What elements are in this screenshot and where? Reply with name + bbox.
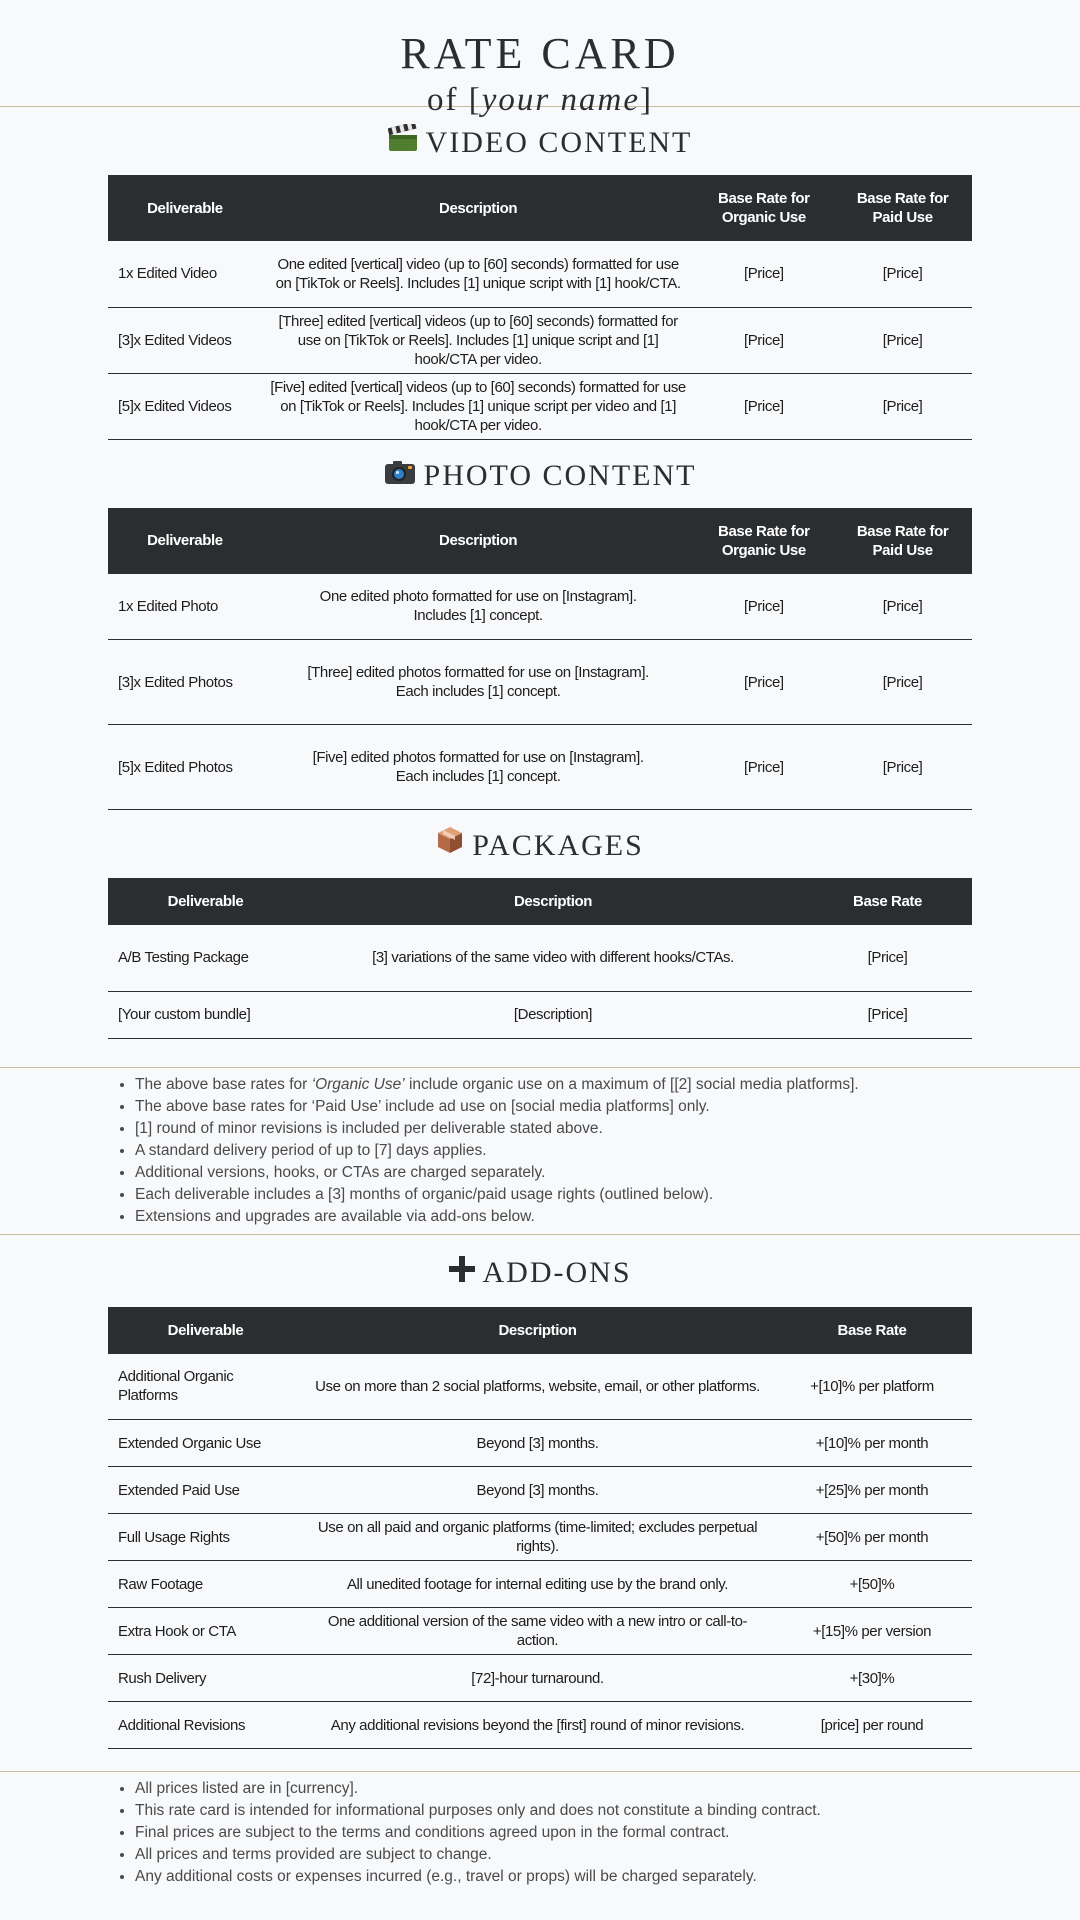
deliverable-cell: Raw Footage (108, 1561, 303, 1608)
camera-icon (384, 442, 416, 510)
list-item: • Any additional costs or expenses incurred (e.g., travel or props) will be charged separately. (135, 1866, 1080, 1888)
description-cell: Use on all paid and organic platforms (time-limited; excludes perpetual rights). (303, 1514, 772, 1561)
column-header: Base Rate (772, 1307, 972, 1354)
paid-price-cell: [Price] (833, 574, 972, 640)
packages-table (108, 878, 972, 1039)
deliverable-cell: [5]x Edited Videos (108, 373, 262, 439)
video-content-table (108, 175, 972, 440)
note-text: Additional versions, hooks, or CTAs are charged separately. (135, 1163, 546, 1181)
rate-cell: +[25]% per month (772, 1467, 972, 1514)
terms-notes-list (0, 1068, 1080, 1234)
table-row (108, 991, 972, 1038)
page-title: RATE CARD (400, 29, 680, 78)
column-header: Base Rate for Organic Use (694, 175, 833, 241)
table-row (108, 640, 972, 725)
column-header: Description (262, 175, 695, 241)
column-header: Deliverable (108, 1307, 303, 1354)
paid-price-cell: [Price] (833, 307, 972, 373)
note-text: Each deliverable includes a [3] months of organic/paid usage rights (outlined below). (135, 1185, 714, 1203)
deliverable-cell: Extended Organic Use (108, 1420, 303, 1467)
section-title: PACKAGES (472, 829, 644, 863)
description-line: [Three] edited photos formatted for use on [Instagram]. (307, 664, 649, 681)
list-item: • All prices listed are in [currency]. (135, 1778, 1080, 1800)
description-cell: [3] variations of the same video with different hooks/CTAs. (303, 925, 803, 991)
section-title: PHOTO CONTENT (423, 458, 697, 492)
column-header: Description (303, 878, 803, 925)
table-row (108, 574, 972, 640)
organic-price-cell: [Price] (694, 574, 833, 640)
description-cell: Beyond [3] months. (303, 1420, 772, 1467)
disclaimer-notes-list (0, 1772, 1080, 1894)
subtitle-name: your name (481, 82, 640, 118)
subtitle-prefix: of [ (427, 82, 482, 118)
description-cell: [72]-hour turnaround. (303, 1655, 772, 1702)
addons-table (108, 1307, 972, 1750)
column-header: Base Rate for Paid Use (833, 508, 972, 574)
column-header: Base Rate (803, 878, 972, 925)
list-item: • All prices and terms provided are subject to change. (135, 1844, 1080, 1866)
description-line: One edited photo formatted for use on [Instagram]. (319, 588, 637, 606)
deliverable-cell: [Your custom bundle] (108, 991, 303, 1038)
note-text: The above base rates for ‘Paid Use’ include ad use on [social media platforms] only. (135, 1097, 710, 1115)
table-row (108, 307, 972, 373)
rate-cell: [Price] (803, 925, 972, 991)
deliverable-cell: Additional Organic Platforms (108, 1354, 303, 1420)
section-title: VIDEO CONTENT (425, 126, 693, 160)
list-item (135, 1206, 1080, 1228)
subtitle-suffix: ] (639, 82, 653, 118)
deliverable-cell: [3]x Edited Photos (108, 640, 262, 725)
deliverable-cell: 1x Edited Video (108, 241, 262, 307)
list-item (135, 1140, 1080, 1162)
table-header-row (108, 175, 972, 241)
list-item (135, 1184, 1080, 1206)
rate-cell: +[15]% per version (772, 1608, 972, 1655)
list-item (135, 1074, 1080, 1096)
table-row (108, 1354, 972, 1420)
column-header: Base Rate for Organic Use (694, 508, 833, 574)
table-row (108, 925, 972, 991)
rate-card-header (0, 0, 1080, 118)
column-header: Deliverable (108, 878, 303, 925)
description-cell: Any additional revisions beyond the [first] round of minor revisions. (303, 1702, 772, 1749)
organic-price-cell: [Price] (694, 307, 833, 373)
deliverable-cell: Full Usage Rights (108, 1514, 303, 1561)
column-header: Description (262, 508, 695, 574)
list-item: • Final prices are subject to the terms and conditions agreed upon in the formal contract. (135, 1822, 1080, 1844)
paid-price-cell: [Price] (833, 241, 972, 307)
rate-cell: +[50]% (772, 1561, 972, 1608)
rate-cell: [Price] (803, 991, 972, 1038)
table-header-row (108, 878, 972, 925)
table-row (108, 241, 972, 307)
description-line: [Five] edited photos formatted for use on [Instagram]. (312, 749, 644, 766)
description-cell: All unedited footage for internal editing use by the brand only. (303, 1561, 772, 1608)
description-cell: One edited [vertical] video (up to [60] seconds) formatted for use on [TikTok or Reels]. Includes [1] unique script with [1] hook/CTA. (262, 241, 695, 307)
list-item: • This rate card is intended for informational purposes only and does not constitute a binding contract. (135, 1800, 1080, 1822)
paid-price-cell: [Price] (833, 725, 972, 810)
description-cell (262, 640, 695, 725)
description-line: Each includes [1] concept. (395, 683, 561, 700)
organic-price-cell: [Price] (694, 725, 833, 810)
table-row (108, 1420, 972, 1467)
column-header: Description (303, 1307, 772, 1354)
note-text: The above base rates for (135, 1075, 312, 1093)
paid-price-cell: [Price] (833, 640, 972, 725)
organic-price-cell: [Price] (694, 640, 833, 725)
column-header: Base Rate for Paid Use (833, 175, 972, 241)
table-row (108, 373, 972, 439)
table-row (108, 1467, 972, 1514)
list-item (135, 1118, 1080, 1140)
table-row (108, 1608, 972, 1655)
package-icon (436, 812, 464, 880)
deliverable-cell: [5]x Edited Photos (108, 725, 262, 810)
note-text: include organic use on a maximum of [[2] social media platforms]. (404, 1075, 859, 1093)
table-row (108, 1655, 972, 1702)
plus-icon (449, 1237, 475, 1309)
section-heading-packages (0, 810, 1080, 878)
list-item (135, 1162, 1080, 1184)
deliverable-cell: Additional Revisions (108, 1702, 303, 1749)
deliverable-cell: Rush Delivery (108, 1655, 303, 1702)
organic-price-cell: [Price] (694, 373, 833, 439)
photo-content-table (108, 508, 972, 811)
table-header-row (108, 1307, 972, 1354)
table-row (108, 1561, 972, 1608)
column-header: Deliverable (108, 175, 262, 241)
note-text: A standard delivery period of up to [7] days applies. (135, 1141, 487, 1159)
section-heading-video (0, 107, 1080, 175)
rate-cell: +[30]% (772, 1655, 972, 1702)
rate-cell: +[10]% per platform (772, 1354, 972, 1420)
description-line: Includes [1] concept. (413, 607, 543, 625)
note-emphasis: ‘Organic Use’ (311, 1075, 405, 1093)
section-heading-addons (0, 1235, 1080, 1307)
description-cell: Use on more than 2 social platforms, website, email, or other platforms. (303, 1354, 772, 1420)
description-cell: One additional version of the same video with a new intro or call-to-action. (303, 1608, 772, 1655)
description-cell: [Five] edited [vertical] videos (up to [60] seconds) formatted for use on [TikTok or Reels]. Includes [1] unique script per video and [1] hook/CTA per video. (262, 373, 695, 439)
table-row (108, 725, 972, 810)
table-row (108, 1702, 972, 1749)
rate-cell: +[50]% per month (772, 1514, 972, 1561)
description-cell (262, 725, 695, 810)
description-cell: [Three] edited [vertical] videos (up to [60] seconds) formatted for use on [TikTok or Reels]. Includes [1] unique script and [1] hook/CTA per video. (262, 307, 695, 373)
organic-price-cell: [Price] (694, 241, 833, 307)
column-header: Deliverable (108, 508, 262, 574)
deliverable-cell: Extra Hook or CTA (108, 1608, 303, 1655)
note-text: Extensions and upgrades are available via add-ons below. (135, 1207, 535, 1225)
description-cell: Beyond [3] months. (303, 1467, 772, 1514)
section-heading-photo (0, 440, 1080, 508)
clapperboard-icon (388, 109, 418, 177)
description-cell: [Description] (303, 991, 803, 1038)
note-text: [1] round of minor revisions is included per deliverable stated above. (135, 1119, 603, 1137)
section-title: ADD-ONS (482, 1255, 632, 1289)
table-row (108, 1514, 972, 1561)
deliverable-cell: 1x Edited Photo (108, 574, 262, 640)
deliverable-cell: Extended Paid Use (108, 1467, 303, 1514)
paid-price-cell: [Price] (833, 373, 972, 439)
description-line: Each includes [1] concept. (395, 768, 561, 785)
description-cell (262, 574, 695, 640)
list-item (135, 1096, 1080, 1118)
rate-cell: +[10]% per month (772, 1420, 972, 1467)
deliverable-cell: A/B Testing Package (108, 925, 303, 991)
deliverable-cell: [3]x Edited Videos (108, 307, 262, 373)
table-header-row (108, 508, 972, 574)
rate-cell: [price] per round (772, 1702, 972, 1749)
